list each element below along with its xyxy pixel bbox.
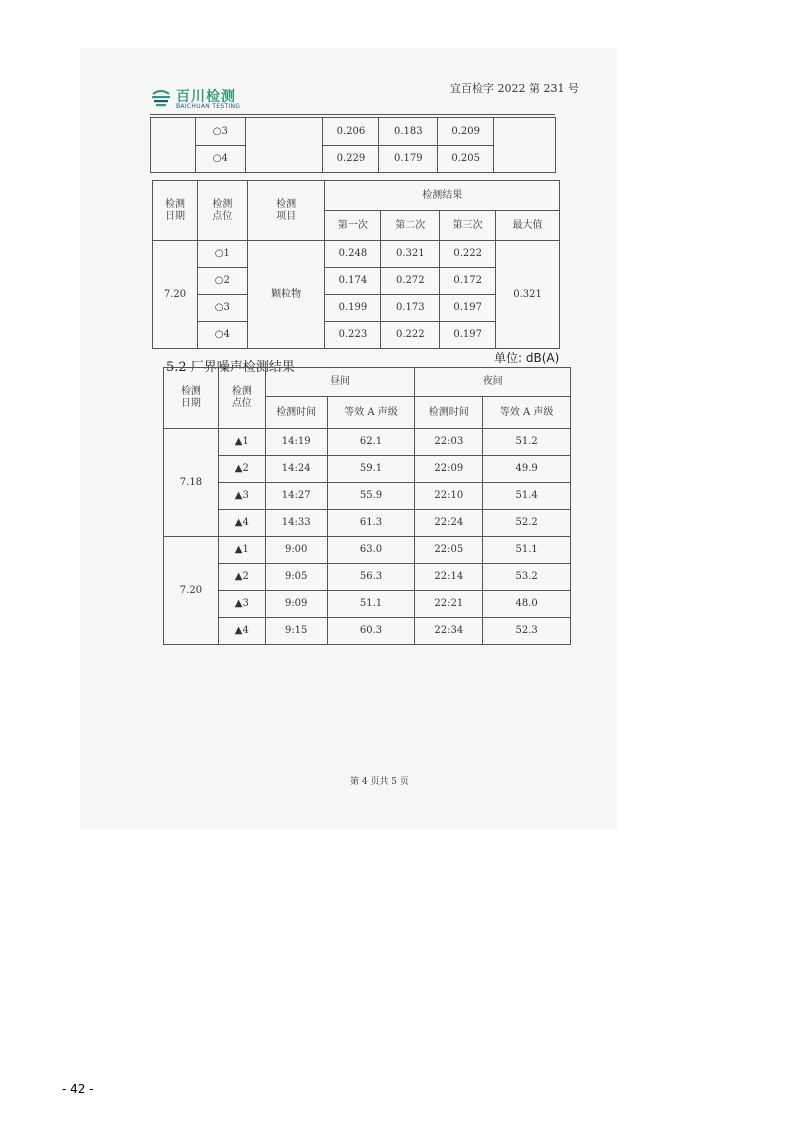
value-cell: 0.222 <box>381 322 440 349</box>
date-cell: 7.20 <box>164 537 219 645</box>
point-cell: ○4 <box>195 146 245 173</box>
time-cell: 22:03 <box>415 429 483 456</box>
table-row <box>164 483 571 510</box>
value-cell: 0.206 <box>323 118 379 146</box>
time-cell: 22:21 <box>415 591 483 618</box>
table-row <box>151 118 556 146</box>
header-divider <box>150 114 555 115</box>
continuation-table <box>150 117 556 173</box>
header-night: 夜间 <box>415 368 571 397</box>
time-cell: 14:19 <box>265 429 327 456</box>
value-cell: 0.179 <box>379 146 438 173</box>
value-cell: 0.174 <box>325 268 381 295</box>
value-cell: 0.222 <box>440 241 496 268</box>
level-cell: 51.2 <box>483 429 571 456</box>
level-cell: 49.9 <box>483 456 571 483</box>
level-cell: 51.1 <box>483 537 571 564</box>
point-cell: ▲4 <box>218 510 265 537</box>
section-title: 5.2 厂界噪声检测结果 <box>166 360 295 375</box>
header-date: 检测 日期 <box>153 181 198 241</box>
value-cell: 0.197 <box>440 295 496 322</box>
time-cell: 22:24 <box>415 510 483 537</box>
time-cell: 22:10 <box>415 483 483 510</box>
blank-cell <box>245 118 323 173</box>
time-cell: 9:15 <box>265 618 327 645</box>
level-cell: 52.2 <box>483 510 571 537</box>
value-cell: 0.173 <box>381 295 440 322</box>
company-logo <box>150 86 260 112</box>
table-header-row <box>164 368 571 397</box>
point-cell: ▲1 <box>218 429 265 456</box>
header-second: 第二次 <box>381 211 440 241</box>
header-first: 第一次 <box>325 211 381 241</box>
table-row <box>164 456 571 483</box>
point-cell: ▲4 <box>218 618 265 645</box>
point-cell: ▲2 <box>218 456 265 483</box>
table-row <box>164 429 571 456</box>
value-cell: 0.321 <box>381 241 440 268</box>
table-row <box>153 241 560 268</box>
level-cell: 61.3 <box>327 510 415 537</box>
time-cell: 9:05 <box>265 564 327 591</box>
header-date: 检测 日期 <box>164 368 219 429</box>
header-point: 检测 点位 <box>218 368 265 429</box>
header-point: 检测 点位 <box>197 181 247 241</box>
level-cell: 62.1 <box>327 429 415 456</box>
point-cell: ○1 <box>197 241 247 268</box>
header-results: 检测结果 <box>325 181 560 211</box>
header-night-time: 检测时间 <box>415 397 483 429</box>
value-cell: 0.209 <box>438 118 494 146</box>
table-row <box>164 591 571 618</box>
item-cell: 颗粒物 <box>247 241 325 349</box>
value-cell: 0.223 <box>325 322 381 349</box>
blank-cell <box>151 118 196 173</box>
level-cell: 48.0 <box>483 591 571 618</box>
value-cell: 0.172 <box>440 268 496 295</box>
logo-icon <box>150 88 172 108</box>
max-cell: 0.321 <box>496 241 560 349</box>
table-row <box>164 564 571 591</box>
level-cell: 55.9 <box>327 483 415 510</box>
logo-english-name: BAICHUAN TESTING <box>176 103 241 110</box>
header-night-level: 等效 A 声级 <box>483 397 571 429</box>
point-cell: ▲1 <box>218 537 265 564</box>
table-row <box>164 618 571 645</box>
time-cell: 14:24 <box>265 456 327 483</box>
page-counter: 第 4 页共 5 页 <box>350 777 409 787</box>
value-cell: 0.205 <box>438 146 494 173</box>
point-cell: ○3 <box>197 295 247 322</box>
time-cell: 9:00 <box>265 537 327 564</box>
time-cell: 14:33 <box>265 510 327 537</box>
value-cell: 0.197 <box>440 322 496 349</box>
table-header-row <box>153 181 560 211</box>
value-cell: 0.272 <box>381 268 440 295</box>
blank-cell <box>494 118 556 173</box>
header-item: 检测 项目 <box>247 181 325 241</box>
point-cell: ▲2 <box>218 564 265 591</box>
time-cell: 22:14 <box>415 564 483 591</box>
page-number: - 42 - <box>62 1082 94 1096</box>
point-cell: ▲3 <box>218 483 265 510</box>
table-row <box>164 537 571 564</box>
unit-label: 单位: dB(A) <box>494 351 560 365</box>
level-cell: 63.0 <box>327 537 415 564</box>
level-cell: 60.3 <box>327 618 415 645</box>
level-cell: 51.1 <box>327 591 415 618</box>
date-cell: 7.18 <box>164 429 219 537</box>
header-day: 昼间 <box>265 368 415 397</box>
value-cell: 0.183 <box>379 118 438 146</box>
level-cell: 51.4 <box>483 483 571 510</box>
header-max: 最大值 <box>496 211 560 241</box>
point-cell: ○4 <box>197 322 247 349</box>
time-cell: 22:34 <box>415 618 483 645</box>
level-cell: 53.2 <box>483 564 571 591</box>
point-cell: ▲3 <box>218 591 265 618</box>
noise-table <box>163 367 571 645</box>
report-number: 宜百检字 2022 第 231 号 <box>450 82 579 95</box>
level-cell: 52.3 <box>483 618 571 645</box>
header-third: 第三次 <box>440 211 496 241</box>
point-cell: ○2 <box>197 268 247 295</box>
point-cell: ○3 <box>195 118 245 146</box>
particulate-table <box>152 180 560 349</box>
value-cell: 0.248 <box>325 241 381 268</box>
value-cell: 0.199 <box>325 295 381 322</box>
time-cell: 22:05 <box>415 537 483 564</box>
logo-chinese-name: 百川检测 <box>176 89 236 105</box>
time-cell: 22:09 <box>415 456 483 483</box>
date-cell: 7.20 <box>153 241 198 349</box>
time-cell: 14:27 <box>265 483 327 510</box>
value-cell: 0.229 <box>323 146 379 173</box>
level-cell: 56.3 <box>327 564 415 591</box>
time-cell: 9:09 <box>265 591 327 618</box>
level-cell: 59.1 <box>327 456 415 483</box>
table-row <box>164 510 571 537</box>
header-day-level: 等效 A 声级 <box>327 397 415 429</box>
header-day-time: 检测时间 <box>265 397 327 429</box>
